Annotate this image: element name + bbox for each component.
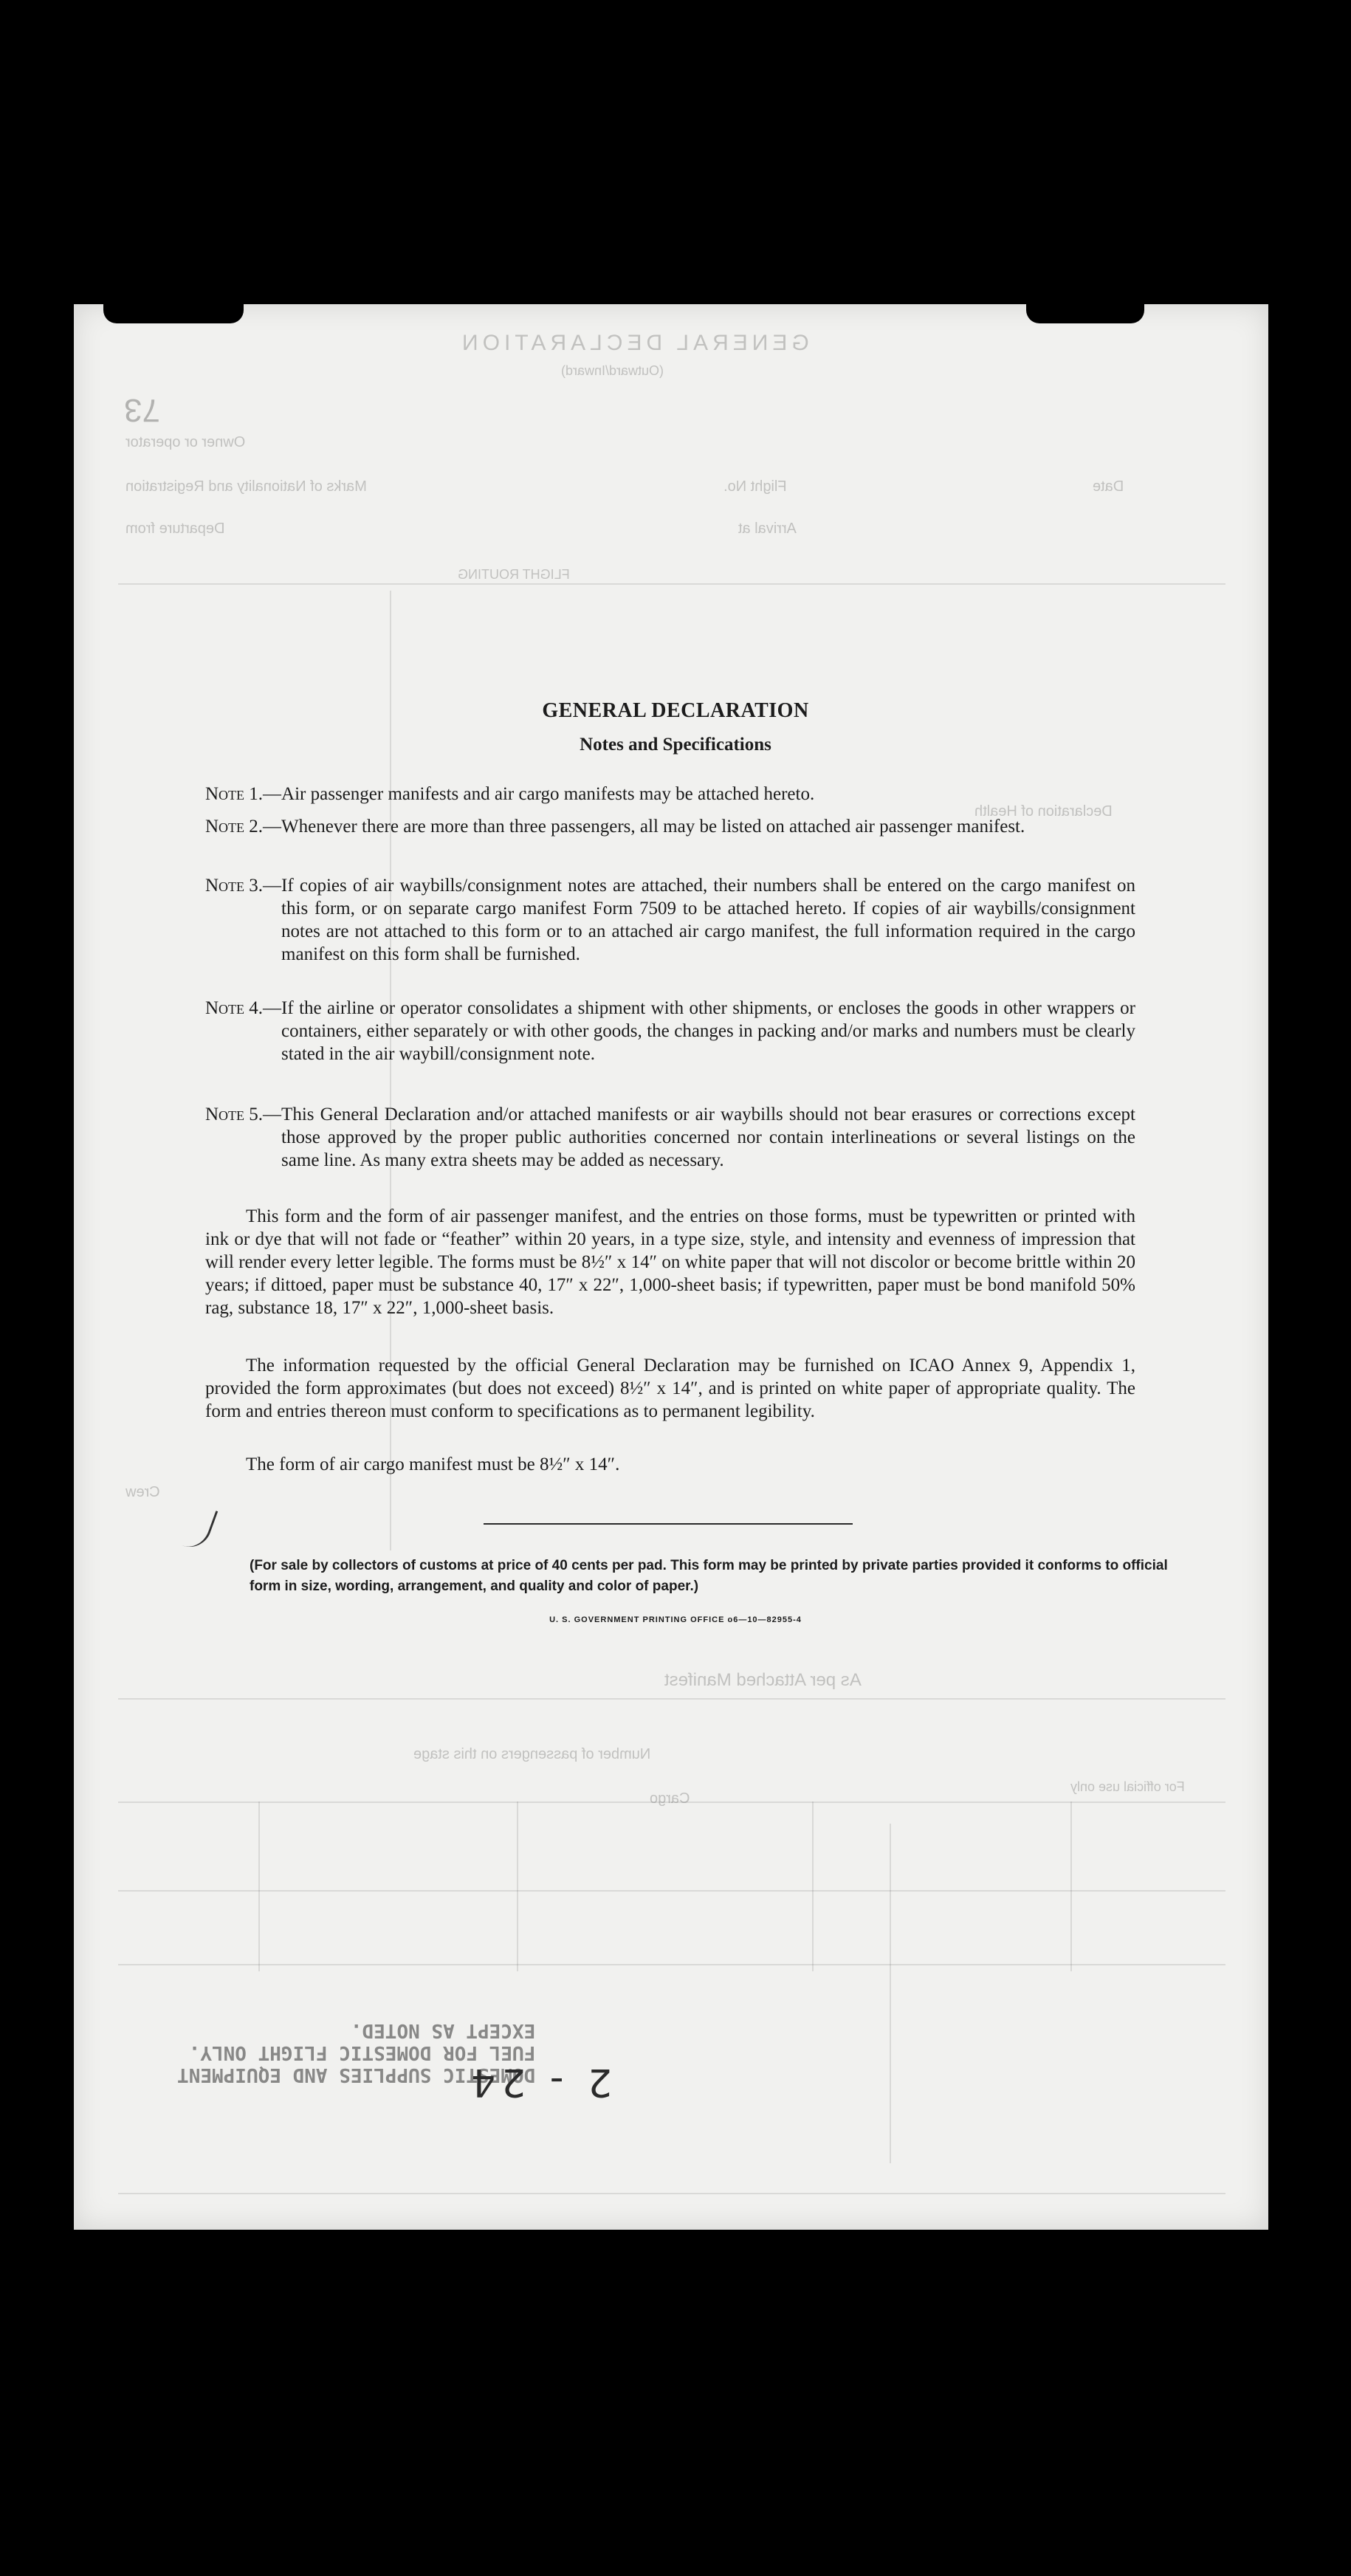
note-2 — [205, 815, 1135, 838]
document-title: GENERAL DECLARATION — [542, 699, 809, 722]
paragraph-cargo-manifest-size: The form of air cargo manifest must be 8½″ x 14″. — [246, 1454, 620, 1474]
binder-clip-shadow — [103, 301, 244, 323]
show-through-rule — [118, 583, 1225, 585]
note-label: Note 4.— — [205, 998, 282, 1018]
customs-stamp: DOMESTIC SUPPLIES AND EQUIPMENT FUEL FOR DOMESTIC FLIGHT ONLY. EXCEPT AS NOTED. — [177, 2019, 536, 2086]
note-4 — [205, 997, 1135, 1065]
show-through-column-rule — [890, 1824, 891, 2163]
show-through-title: GENERAL DECLARATION — [458, 331, 809, 355]
document-subtitle: Notes and Specifications — [580, 735, 771, 755]
section-divider — [484, 1523, 853, 1525]
show-through-rule — [118, 1802, 1225, 1803]
show-through-column-rule — [812, 1802, 814, 1971]
show-through-manifest: As per Attached Manifest — [664, 1670, 862, 1690]
show-through-departure: Departure from — [126, 521, 225, 537]
note-text: If copies of air waybills/consignment notes are attached, their numbers shall be entered on the cargo manifest on this form, or on separate cargo manifest Form 7509 to be attached hereto. If copies of air waybills/consignment notes are not attached to this form or to an attached air cargo manifest, the full information required in the cargo manifest on this form shall be furnished. — [281, 876, 1135, 964]
show-through-subtitle: (Outward/Inward) — [561, 363, 664, 378]
show-through-column-rule — [1070, 1802, 1072, 1971]
show-through-official: For official use only — [1070, 1779, 1185, 1794]
sale-notice: (For sale by collectors of customs at price of 40 cents per pad. This form may be printed by private parties provided it conforms to official form in size, wording, arrangement, and quality and color of paper.) — [250, 1558, 1168, 1594]
note-label: Note 3.— — [205, 876, 282, 896]
note-label: Note 1.— — [205, 784, 282, 804]
paragraph-form-specifications: This form and the form of air passenger manifest, and the entries on those forms, must be typewritten or printed with ink or dye that will not fade or “feather” within 20 years, in a type size, style, and intensity and evenness of impression that will render every letter legible. The forms must be 8½″ x 14″ on white paper that will not discolor or become brittle within 20 years; if dittoed, paper must be substance 40, 17″ x 22″, 1,000-sheet basis; if typewritten, paper must be bond manifold 50% rag, substance 18, 17″ x 22″, 1,000-sheet basis. — [205, 1206, 1135, 1318]
note-label: Note 5.— — [205, 1105, 282, 1124]
note-text: Whenever there are more than three passengers, all may be listed on attached air passenger manifest. — [281, 817, 1025, 837]
note-text: If the airline or operator consolidates a shipment with other shipments, or encloses the goods in other wrappers or containers, either separately or with other goods, the changes in packing and/or marks and numbers must be clearly stated in the air waybill/consignment note. — [281, 998, 1135, 1064]
show-through-rule — [118, 2193, 1225, 2194]
handwritten-number: 2 - 24 — [465, 2060, 613, 2104]
note-5 — [205, 1103, 1135, 1172]
note-text: This General Declaration and/or attached manifests or air waybills should not bear erasures or corrections except those approved by the proper public authorities concerned nor contain interlineations or several listings on the same line. As many extra sheets may be added as necessary. — [281, 1105, 1135, 1170]
page-mark: 73 — [124, 392, 160, 428]
show-through-marks: Marks of Nationality and Registration — [126, 478, 367, 495]
show-through-routing: FLIGHT ROUTING — [458, 567, 570, 582]
show-through-rule — [118, 1890, 1225, 1892]
note-3 — [205, 874, 1135, 966]
paragraph-icao-annex: The information requested by the official General Declaration may be furnished on ICAO Annex 9, Appendix 1, provided the form approximates (but does not exceed) 8½″ x 14″, and is printed on white paper of appropriate quality. The form and entries thereon must conform to specifications as to permanent legibility. — [205, 1356, 1135, 1421]
show-through-column-rule — [258, 1802, 260, 1971]
show-through-cargo: Cargo — [650, 1790, 690, 1807]
note-1 — [205, 783, 1135, 806]
show-through-health: Declaration of Health — [974, 803, 1113, 820]
note-text: Air passenger manifests and air cargo manifests may be attached hereto. — [281, 784, 815, 804]
show-through-crew: Crew — [126, 1484, 160, 1500]
show-through-arrival: Arrival at — [738, 521, 797, 537]
show-through-rule — [118, 1698, 1225, 1700]
show-through-column-rule — [517, 1802, 518, 1971]
binder-clip-shadow — [1026, 301, 1144, 323]
show-through-date: Date — [1093, 478, 1124, 495]
show-through-passengers: Number of passengers on this stage — [413, 1746, 651, 1762]
show-through-owner: Owner or operator — [126, 434, 246, 450]
note-label: Note 2.— — [205, 817, 282, 837]
printer-imprint: U. S. GOVERNMENT PRINTING OFFICE o6—10—82955-4 — [549, 1615, 802, 1624]
show-through-flight: Flight No. — [723, 478, 787, 495]
show-through-rule — [118, 1964, 1225, 1965]
